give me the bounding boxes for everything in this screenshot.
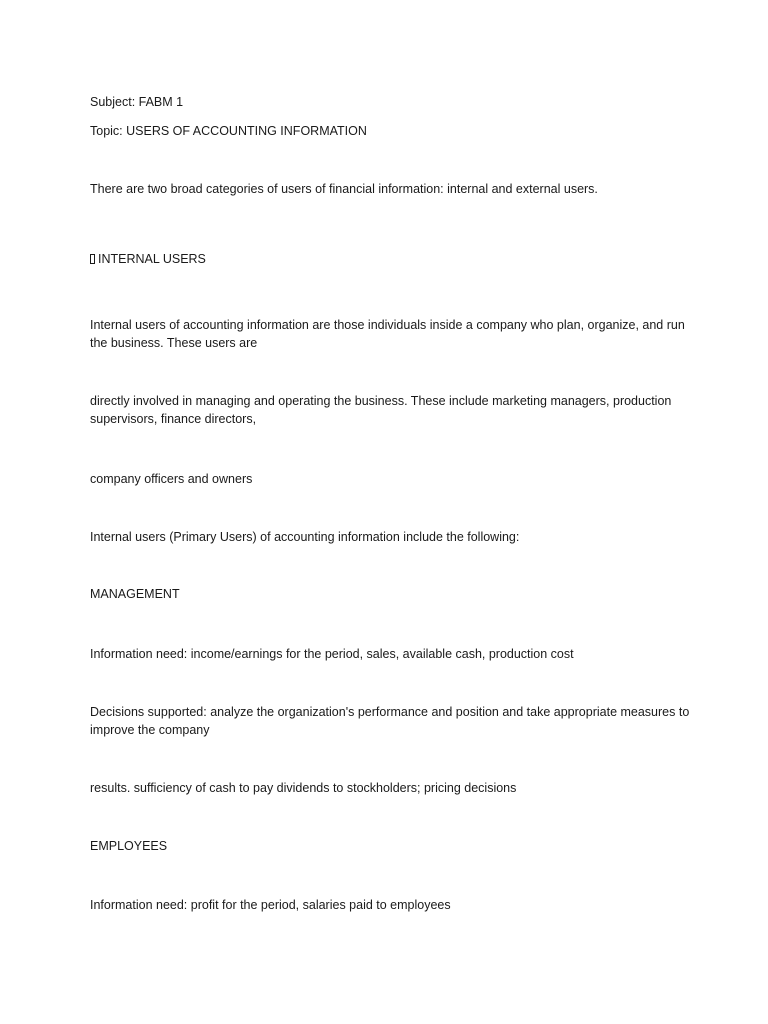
intro-paragraph: There are two broad categories of users of financial information: internal and external users. xyxy=(90,182,598,196)
missing-glyph-icon xyxy=(90,254,95,264)
employees-information-need: Information need: profit for the period, salaries paid to employees xyxy=(90,898,451,912)
internal-users-heading-row xyxy=(90,250,690,268)
paragraph-internal-users-examples: directly involved in managing and operating the business. These include marketing managers, production supervisors, finance directors, xyxy=(90,394,672,426)
paragraph-officers-owners: company officers and owners xyxy=(90,472,253,486)
subject-line: Subject: FABM 1 xyxy=(90,95,184,109)
management-heading: MANAGEMENT xyxy=(90,587,180,601)
management-results: results. sufficiency of cash to pay dividends to stockholders; pricing decisions xyxy=(90,781,517,795)
paragraph-internal-users-definition: Internal users of accounting information are those individuals inside a company who plan, organize, and run the business. These users are xyxy=(90,318,685,350)
internal-users-heading: INTERNAL USERS xyxy=(98,252,206,266)
employees-heading: EMPLOYEES xyxy=(90,839,168,853)
topic-line: Topic: USERS OF ACCOUNTING INFORMATION xyxy=(90,124,367,138)
management-information-need: Information need: income/earnings for the period, sales, available cash, production cost xyxy=(90,647,574,661)
paragraph-primary-users: Internal users (Primary Users) of accounting information include the following: xyxy=(90,530,520,544)
management-decisions-supported: Decisions supported: analyze the organization's performance and position and take appropriate measures to improve the company xyxy=(90,705,690,737)
